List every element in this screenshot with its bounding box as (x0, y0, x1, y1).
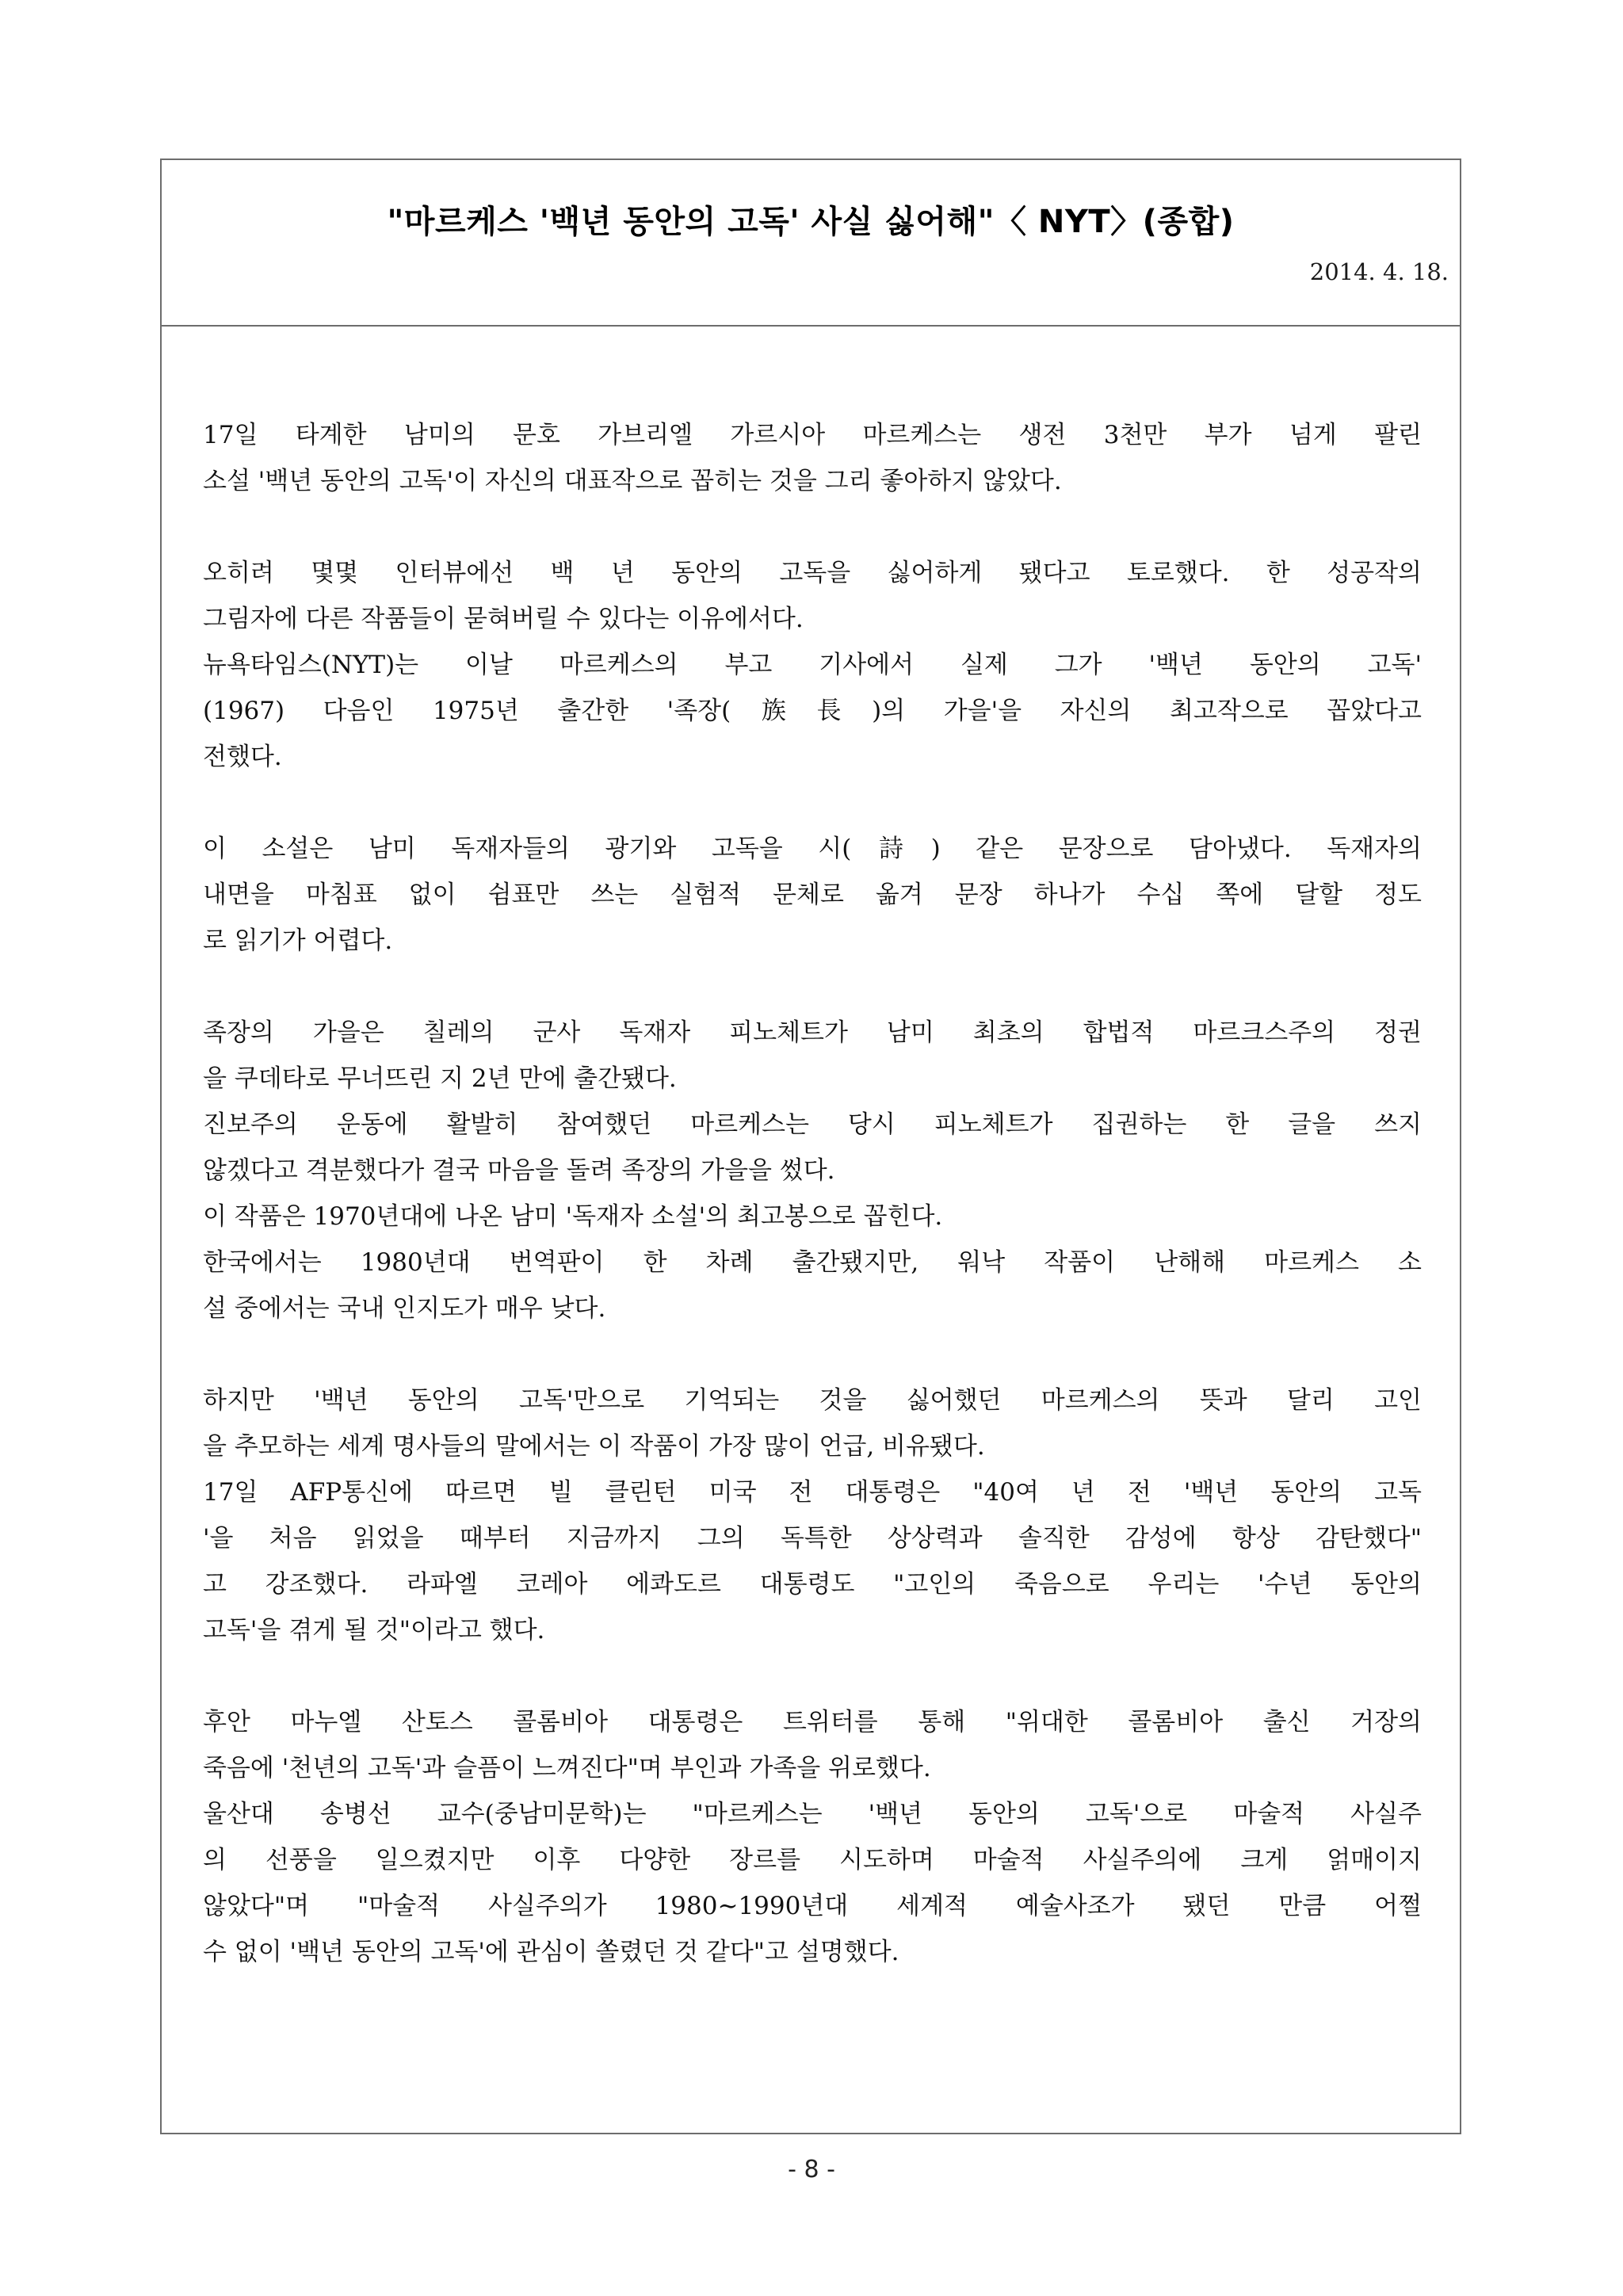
paragraph-4 (203, 1010, 1422, 1331)
paragraph-1 (203, 412, 1422, 504)
text-line: (1967) 다음인 1975년 출간한 '족장(族長)의 가을'을 자신의 최고작으로 꼽았다고 (203, 697, 1422, 725)
paragraph-5 (203, 1377, 1422, 1653)
text-line: 의 선풍을 일으켰지만 이후 다양한 장르를 시도하며 마술적 사실주의에 크게 얽매이지 (203, 1846, 1422, 1874)
paragraph-3 (203, 826, 1422, 964)
text-line: 그림자에 다른 작품들이 묻혀버릴 수 있다는 이유에서다. (203, 605, 804, 633)
text-line: 내면을 마침표 없이 쉼표만 쓰는 실험적 문체로 옮겨 문장 하나가 수십 쪽에 달할 정도 (203, 881, 1422, 909)
text-line: 을 쿠데타로 무너뜨린 지 2년 만에 출간됐다. (203, 1064, 677, 1093)
text-line: '을 처음 읽었을 때부터 지금까지 그의 독특한 상상력과 솔직한 감성에 항상 감탄했다" (203, 1524, 1422, 1553)
article-body (203, 412, 1422, 2021)
text-line: 이 소설은 남미 독재자들의 광기와 고독을 시(詩) 같은 문장으로 담아냈다. 독재자의 (203, 835, 1422, 863)
article-date: 2014. 4. 18. (1309, 258, 1449, 285)
text-line: 뉴욕타임스(NYT)는 이날 마르케스의 부고 기사에서 실제 그가 '백년 동안의 고독' (203, 651, 1422, 679)
article-header (162, 160, 1460, 327)
text-line: 죽음에 '천년의 고독'과 슬픔이 느껴진다"며 부인과 가족을 위로했다. (203, 1754, 931, 1782)
text-line: 후안 마누엘 산토스 콜롬비아 대통령은 트위터를 통해 "위대한 콜롬비아 출신 거장의 (203, 1708, 1422, 1736)
text-line: 설 중에서는 국내 인지도가 매우 낮다. (203, 1294, 606, 1323)
paragraph-6 (203, 1699, 1422, 1975)
text-line: 않았다"며 "마술적 사실주의가 1980∼1990년대 세계적 예술사조가 됐던 만큼 어쩔 (203, 1892, 1422, 1920)
article-frame (160, 159, 1461, 2134)
text-line: 수 없이 '백년 동안의 고독'에 관심이 쏠렸던 것 같다"고 설명했다. (203, 1938, 899, 1966)
text-line: 오히려 몇몇 인터뷰에선 백 년 동안의 고독을 싫어하게 됐다고 토로했다. 한 성공작의 (203, 559, 1422, 587)
text-line: 로 읽기가 어렵다. (203, 926, 393, 955)
text-line: 17일 AFP통신에 따르면 빌 클린턴 미국 전 대통령은 "40여 년 전 '백년 동안의 고독 (203, 1478, 1422, 1507)
text-line: 17일 타계한 남미의 문호 가브리엘 가르시아 마르케스는 생전 3천만 부가 넘게 팔린 (203, 421, 1422, 449)
text-line: 하지만 '백년 동안의 고독'만으로 기억되는 것을 싫어했던 마르케스의 뜻과 달리 고인 (203, 1386, 1422, 1415)
text-line: 고독'을 겪게 될 것"이라고 했다. (203, 1616, 545, 1645)
text-line: 한국에서는 1980년대 번역판이 한 차례 출간됐지만, 워낙 작품이 난해해 마르케스 소 (203, 1248, 1422, 1277)
text-line: 울산대 송병선 교수(중남미문학)는 "마르케스는 '백년 동안의 고독'으로 마술적 사실주 (203, 1800, 1422, 1828)
paragraph-2 (203, 550, 1422, 780)
text-line: 족장의 가을은 칠레의 군사 독재자 피노체트가 남미 최초의 합법적 마르크스주의 정권 (203, 1018, 1422, 1047)
text-line: 이 작품은 1970년대에 나온 남미 '독재자 소설'의 최고봉으로 꼽힌다. (203, 1202, 943, 1231)
text-line: 진보주의 운동에 활발히 참여했던 마르케스는 당시 피노체트가 집권하는 한 글을 쓰지 (203, 1110, 1422, 1139)
text-line: 전했다. (203, 743, 282, 771)
page-number: - 8 - (788, 2156, 835, 2183)
article-title: "마르케스 '백년 동안의 고독' 사실 싫어해"〈 NYT〉(종합) (387, 204, 1235, 240)
text-line: 않겠다고 격분했다가 결국 마음을 돌려 족장의 가을을 썼다. (203, 1156, 835, 1185)
text-line: 고 강조했다. 라파엘 코레아 에콰도르 대통령도 "고인의 죽음으로 우리는 '수년 동안의 (203, 1570, 1422, 1599)
text-line: 소설 '백년 동안의 고독'이 자신의 대표작으로 꼽히는 것을 그리 좋아하지 않았다. (203, 467, 1062, 495)
text-line: 을 추모하는 세계 명사들의 말에서는 이 작품이 가장 많이 언급, 비유됐다. (203, 1432, 985, 1461)
